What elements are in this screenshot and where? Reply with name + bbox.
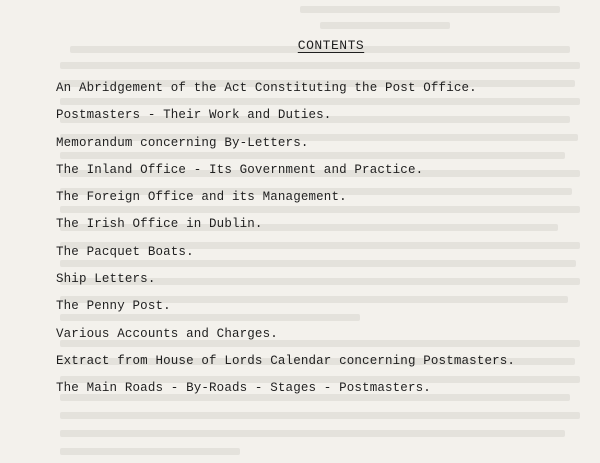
- contents-entry: The Main Roads - By-Roads - Stages - Postmasters.: [56, 381, 431, 396]
- contents-entry: The Irish Office in Dublin.: [56, 217, 263, 232]
- contents-entry: The Foreign Office and its Management.: [56, 190, 347, 205]
- contents-heading: CONTENTS: [297, 38, 365, 53]
- contents-entry: The Inland Office - Its Government and Practice.: [56, 162, 424, 177]
- contents-entry: The Pacquet Boats.: [56, 244, 194, 259]
- contents-entry: Extract from House of Lords Calendar concerning Postmasters.: [56, 353, 516, 368]
- contents-entry: Ship Letters.: [56, 272, 156, 287]
- contents-list: [56, 75, 515, 403]
- contents-entry: The Penny Post.: [56, 299, 171, 314]
- contents-entry: Postmasters - Their Work and Duties.: [56, 108, 332, 123]
- contents-entry: An Abridgement of the Act Constituting the Post Office.: [56, 81, 477, 95]
- contents-entry: Memorandum concerning By-Letters.: [56, 135, 309, 150]
- contents-entry: Various Accounts and Charges.: [56, 326, 278, 341]
